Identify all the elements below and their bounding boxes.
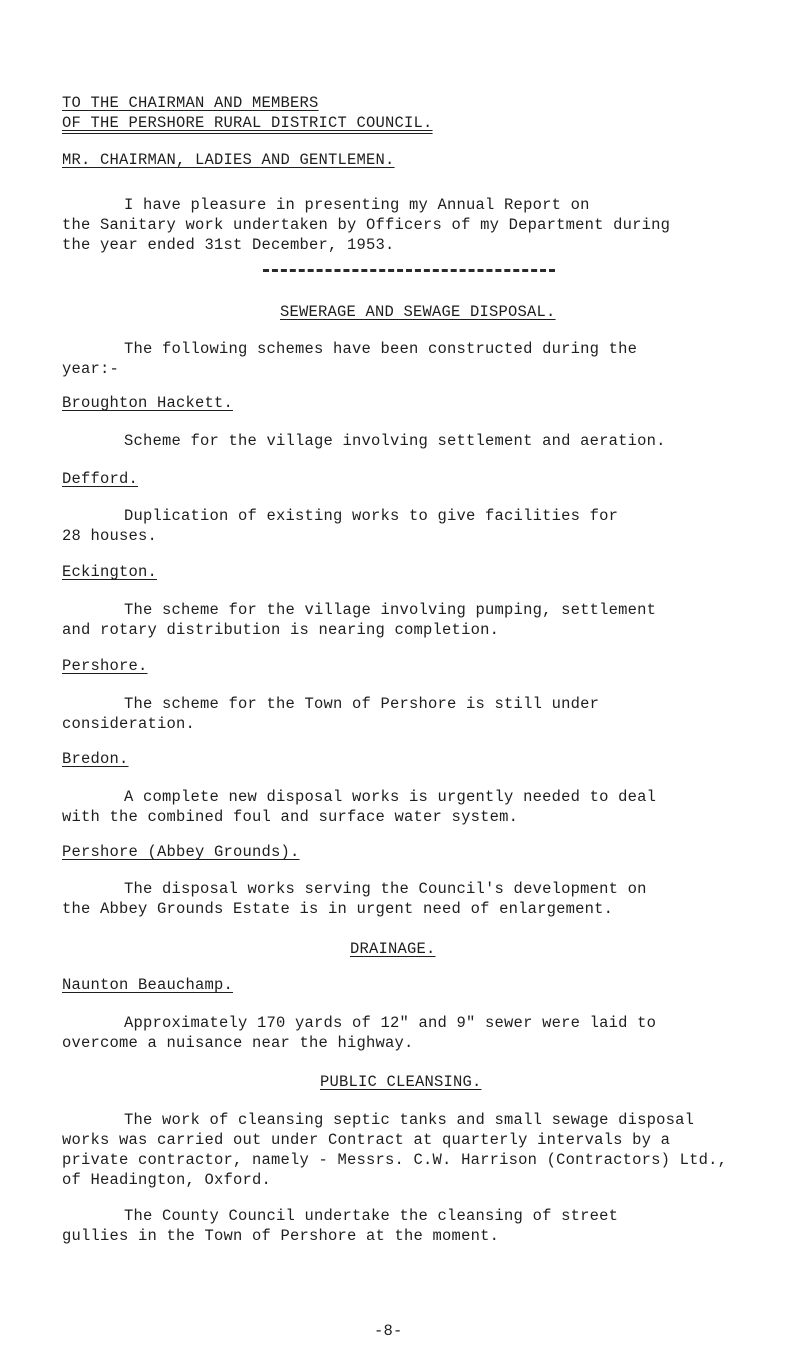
cleansing-line-4: of Headington, Oxford. [62,1171,272,1189]
sewerage-intro-line-2: year:- [62,360,120,378]
cleansing-line-2: works was carried out under Contract at quarterly intervals by a [62,1131,671,1149]
drainage-line-2: overcome a nuisance near the highway. [62,1034,414,1052]
intro-line-3: the year ended 31st December, 1953. [62,236,395,254]
section-divider [263,269,555,272]
cleansing-line-1: The work of cleansing septic tanks and small sewage disposal [124,1111,695,1129]
intro-line-2: the Sanitary work undertaken by Officers of my Department during [62,216,671,234]
scheme-line: and rotary distribution is nearing completion. [62,621,500,639]
scheme-line: consideration. [62,715,196,733]
salutation: MR. CHAIRMAN, LADIES AND GENTLEMEN. [62,151,395,169]
page-number: -8- [374,1322,403,1340]
scheme-line: with the combined foul and surface water system. [62,808,519,826]
address-line-1: TO THE CHAIRMAN AND MEMBERS [62,94,319,112]
place-heading: Pershore (Abbey Grounds). [62,843,300,861]
scheme-line: Duplication of existing works to give facilities for [124,507,619,525]
cleansing-heading: PUBLIC CLEANSING. [320,1073,482,1091]
scheme-line: The disposal works serving the Council's development on [124,880,647,898]
scheme-line: 28 houses. [62,527,158,545]
cleansing-line-6: gullies in the Town of Pershore at the moment. [62,1227,500,1245]
scheme-line: Scheme for the village involving settlement and aeration. [124,432,666,450]
intro-line-1: I have pleasure in presenting my Annual Report on [124,196,590,214]
place-heading: Defford. [62,470,139,488]
place-heading: Naunton Beauchamp. [62,976,234,994]
place-heading: Bredon. [62,750,129,768]
drainage-heading: DRAINAGE. [350,940,436,958]
place-heading: Broughton Hackett. [62,394,234,412]
scheme-line: The scheme for the Town of Pershore is still under [124,695,600,713]
scheme-line: the Abbey Grounds Estate is in urgent need of enlargement. [62,900,614,918]
cleansing-line-5: The County Council undertake the cleansing of street [124,1207,619,1225]
place-heading: Eckington. [62,563,158,581]
place-heading: Pershore. [62,657,148,675]
sewerage-intro-line-1: The following schemes have been constructed during the [124,340,638,358]
sewerage-heading: SEWERAGE AND SEWAGE DISPOSAL. [280,303,556,321]
cleansing-line-3: private contractor, namely - Messrs. C.W. Harrison (Contractors) Ltd., [62,1151,728,1169]
address-line-2: OF THE PERSHORE RURAL DISTRICT COUNCIL. [62,114,433,132]
scheme-line: A complete new disposal works is urgently needed to deal [124,788,657,806]
drainage-line-1: Approximately 170 yards of 12" and 9" sewer were laid to [124,1014,657,1032]
scheme-line: The scheme for the village involving pumping, settlement [124,601,657,619]
